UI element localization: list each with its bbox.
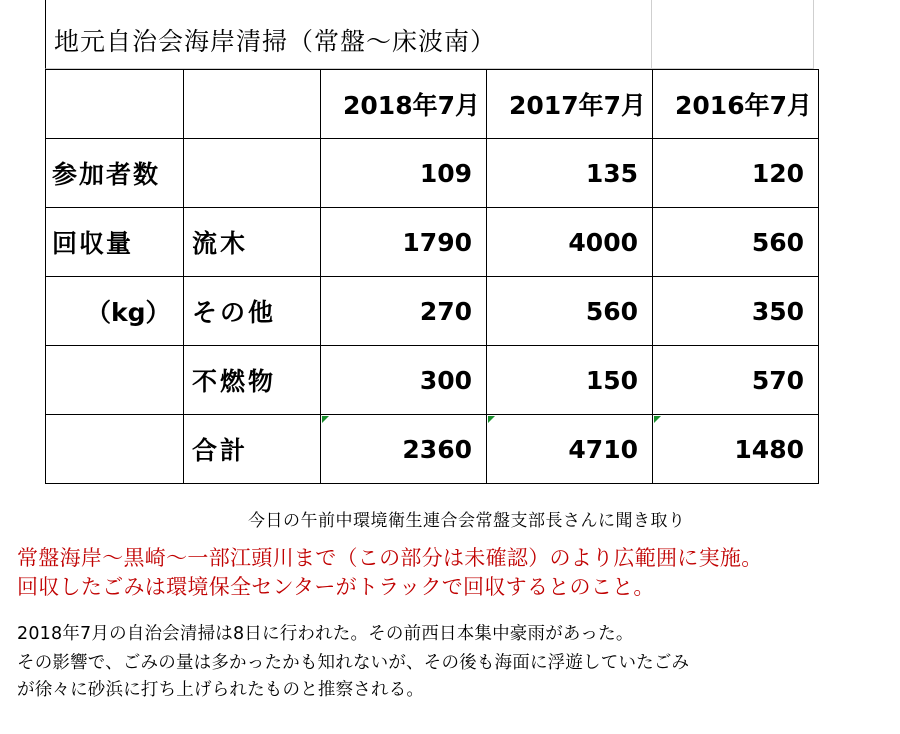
row-sub-empty: [184, 139, 321, 208]
cell-value: 270: [321, 277, 487, 346]
row-label-empty: [46, 346, 184, 415]
cell-value: 570: [653, 346, 819, 415]
page-title: 地元自治会海岸清掃（常盤～床波南）: [54, 27, 497, 56]
formula-marker-icon: [322, 416, 329, 423]
note-line-2: その影響で、ごみの量は多かったかも知れないが、その後も海面に浮遊していたごみ: [17, 653, 690, 673]
formula-marker-icon: [488, 416, 495, 423]
title-empty-cell: [651, 0, 814, 69]
header-2017: 2017年7月: [487, 70, 653, 139]
cell-value: 2360: [402, 434, 472, 464]
cell-value: 4710: [568, 434, 638, 464]
cell-value: 150: [487, 346, 653, 415]
cell-value: 300: [321, 346, 487, 415]
cell-value: 120: [653, 139, 819, 208]
cell-value: 350: [653, 277, 819, 346]
header-cell-empty: [46, 70, 184, 139]
cell-value-formula: [487, 415, 653, 484]
row-label-collected: 回収量: [46, 208, 184, 277]
cell-value: 560: [487, 277, 653, 346]
highlight-line-1: 常盤海岸～黒崎～一部江頭川まで（この部分は未確認）のより広範囲に実施。: [17, 546, 763, 570]
cell-value: 1480: [734, 434, 804, 464]
title-cell: [45, 0, 651, 69]
cell-value: 109: [321, 139, 487, 208]
formula-marker-icon: [654, 416, 661, 423]
header-2018: 2018年7月: [321, 70, 487, 139]
header-2016: 2016年7月: [653, 70, 819, 139]
row-label-unit: （kg）: [46, 277, 184, 346]
row-label-participants: 参加者数: [46, 139, 184, 208]
row-sub-nonburnable: 不燃物: [184, 346, 321, 415]
row-label-empty: [46, 415, 184, 484]
cleanup-table: [45, 69, 819, 484]
cell-value: 560: [653, 208, 819, 277]
highlight-line-2: 回収したごみは環境保全センターがトラックで回収するとのこと。: [17, 575, 655, 599]
row-sub-driftwood: 流木: [184, 208, 321, 277]
table-row-participants: [46, 139, 819, 208]
row-sub-total: 合計: [184, 415, 321, 484]
table-row-driftwood: [46, 208, 819, 277]
cell-value: 1790: [321, 208, 487, 277]
header-cell-empty: [184, 70, 321, 139]
cell-value-formula: [653, 415, 819, 484]
header-row: [46, 70, 819, 139]
row-sub-other: その他: [184, 277, 321, 346]
table-row-other: [46, 277, 819, 346]
source-note: 今日の午前中環境衛生連合会常盤支部長さんに聞き取り: [248, 511, 686, 531]
cell-value: 4000: [487, 208, 653, 277]
note-line-3: が徐々に砂浜に打ち上げられたものと推察される。: [17, 680, 425, 700]
note-line-1: 2018年7月の自治会清掃は8日に行われた。その前西日本集中豪雨があった。: [17, 624, 634, 644]
cell-value-formula: [321, 415, 487, 484]
table-row-nonburnable: [46, 346, 819, 415]
cell-value: 135: [487, 139, 653, 208]
table-row-total: [46, 415, 819, 484]
